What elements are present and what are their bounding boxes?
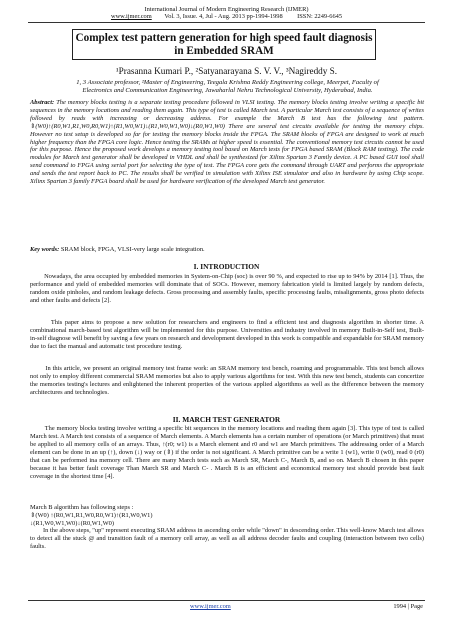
- paper-title: [72, 29, 376, 60]
- journal-meta-line: [0, 13, 453, 21]
- footer-website-link[interactable]: www.ijmer.com: [190, 603, 231, 610]
- page-number: 1994 | Page: [393, 603, 423, 610]
- algorithm-title-line: [30, 504, 424, 512]
- algorithm-step-line-1: ⇕(W0) ↑(R0,W1,R1,W0,R0,W1)↑(R1,W0,W1): [30, 512, 153, 519]
- algorithm-title: March B algorithm: [30, 504, 79, 511]
- footer-divider: [28, 600, 425, 601]
- algorithm-title-suffix: has following steps :: [80, 504, 134, 511]
- keywords-text: SRAM block, FPGA, VLSI-very large scale integration.: [60, 246, 205, 253]
- march-paragraph-2: In the above steps, "up" represent executing SRAM address in ascending order while "down" in descending order. This well-know March test allows to detect all the stuck @ and transition fault of a memory cell array, as well as all address decoder faults and coupling (interaction between two cells) faults.: [30, 527, 425, 550]
- paper-authors: ¹Prasanna Kumari P., ²Satyanarayana S. V. V., ³Nagireddy S.: [115, 66, 338, 76]
- journal-website-link[interactable]: www.ijmer.com: [110, 13, 152, 20]
- affiliation-line-1: 1, 3 Associate professor, ²Master of Engineering, Teegala Krishna Reddy Engineering college, Meerpet, Faculty of: [76, 79, 379, 86]
- paper-title-line-2: in Embedded SRAM: [174, 45, 274, 57]
- section-heading-march-test: II. MARCH TEST GENERATOR: [172, 415, 281, 424]
- abstract: [30, 99, 424, 186]
- journal-name: International Journal of Modern Engineering Research (IJMER): [144, 6, 309, 13]
- affiliation-line-2: Electronics and Communication Engineering, Jawaharlal Nehru Technological University, Hyderabad, India.: [82, 87, 373, 95]
- abstract-label: Abstract:: [30, 99, 55, 106]
- journal-volume: Vol. 3, Issue. 4, Jul - Aug. 2013 pp-1994-1998: [164, 13, 283, 20]
- abstract-text: The memory blocks testing is a separate testing procedure followed in VLSI testing. The memory blocks testing involve writing a specific bit sequences in the memory locations and reading them again. This type of test is called March test. A particular March test consists of a sequence of writes followed by reads with increasing or decreasing address. For example the March B test has the following test pattern. ⇕(W0)↑(R0,W1,R1,W0,R0,W1)↑(R1,W0,W1)↓(R1,W0,W1,W0)↓(R0,W1,W0) There are several test circuits available for testing the memory chips. However no test setup is developed so far for testing the memory blocks inside the FPGA. The SRAM blocks of FPGA are designed to work at much higher frequency than the FPGA core logic. Hence testing the SRAMs at higher speed is essential. The conventional memory test circuits cannot be used for this purpose. Hence the proposed work develops a memory testing tool based on March tests for FPGA based SRAM (Block RAM testing). The code modules for March test generator shall be developed in VHDL and shall be synthesized for Xilinx Spartan 3 Family device. A PC based GUI tool shall send command to FPGA using serial port for selecting the type of test. The FPGA core gets the command through UART and performs the appropriate and sends the test report back to PC. The results shall be verified in simulation with Xilinx ISE simulator and also in hardware by using Chip scope. Xilinx Spartan 3 family FPGA board shall be used for hardware verification of the developed March test generator.: [30, 99, 424, 186]
- intro-paragraph-1: Nowadays, the area occupied by embedded memories in System-on-Chip (soc) is over 90 %, and expected to rise up to 94% by 2014 [1]. Thus, the performance and yield of embedded memories will dominate that of SOCs. However, memory fabrication yield is limited largely by random defects, random oxide pinholes, and random leakage defects. Gross processing and assembly faults, specific processing faults, misalignments, gross photo defects and other faults and defects [2].: [30, 273, 425, 304]
- keywords: [30, 246, 424, 253]
- paper-title-line-1: Complex test pattern generation for high speed fault diagnosis: [75, 32, 373, 44]
- section-heading-introduction: I. INTRODUCTION: [193, 262, 260, 271]
- keywords-label: Key words:: [30, 246, 60, 253]
- journal-issn: ISSN: 2249-6645: [297, 13, 343, 20]
- march-b-algorithm: [30, 504, 424, 528]
- intro-paragraph-2: This paper aims to propose a new solution for researchers and engineers to find a efficient test and diagnosis algorithm in shorter time. A combinational march-based test algorithm will be implemented for this purpose. Universities and industry involved in memory Built-in-Self test, Built-in-self diagnose will benefit by saving a few years on research and development developed in this work is compatible and expandable for SRAM memory due to fact the manual and automatic test procedure testing.: [30, 319, 424, 350]
- algorithm-step-line-2: ↓(R1,W0,W1,W0)↓(R0,W1,W0): [30, 520, 114, 527]
- author-affiliation: [30, 79, 425, 95]
- header-divider: [28, 22, 425, 23]
- intro-paragraph-3: In this article, we present an original memory test frame work: an SRAM memory test bench, roaming and programmable. This test bench allows not only to employ different commercial SRAM memories but also to apply various algorithms for test. With this new test bench, students can concertize the memories testing's lectures and enlightened the inherent properties of the various applied algorithms as well as the difference between the memory architectures and technologies.: [30, 365, 425, 396]
- march-paragraph-1: The memory blocks testing involve writing a specific bit sequences in the memory locations and reading them again [3]. This type of test is called March test. A March test consists of a sequence of March elements. A March elements has a certain number of operations (or March primitives) that must be applied to all memory cells of an arrays. Thus, ↑(r0; w1) is a March element and r0 and w1 are March primitives. The addressing order of a March element can be done in an up (↑), down (↓) way or (⇕) if the order is not significant. A March primitive can be a write 1 (w1), write 0 (w0), read 0 (r0) that can be performed ina memory cell. There are many March tests such as March SR, March C-, March B, and so on. March B chosen in this paper because it has better fault coverage Than March SR and March C- . March B is an efficient and economical memory test should provide best fault coverage in the shortest time [4].: [30, 425, 424, 480]
